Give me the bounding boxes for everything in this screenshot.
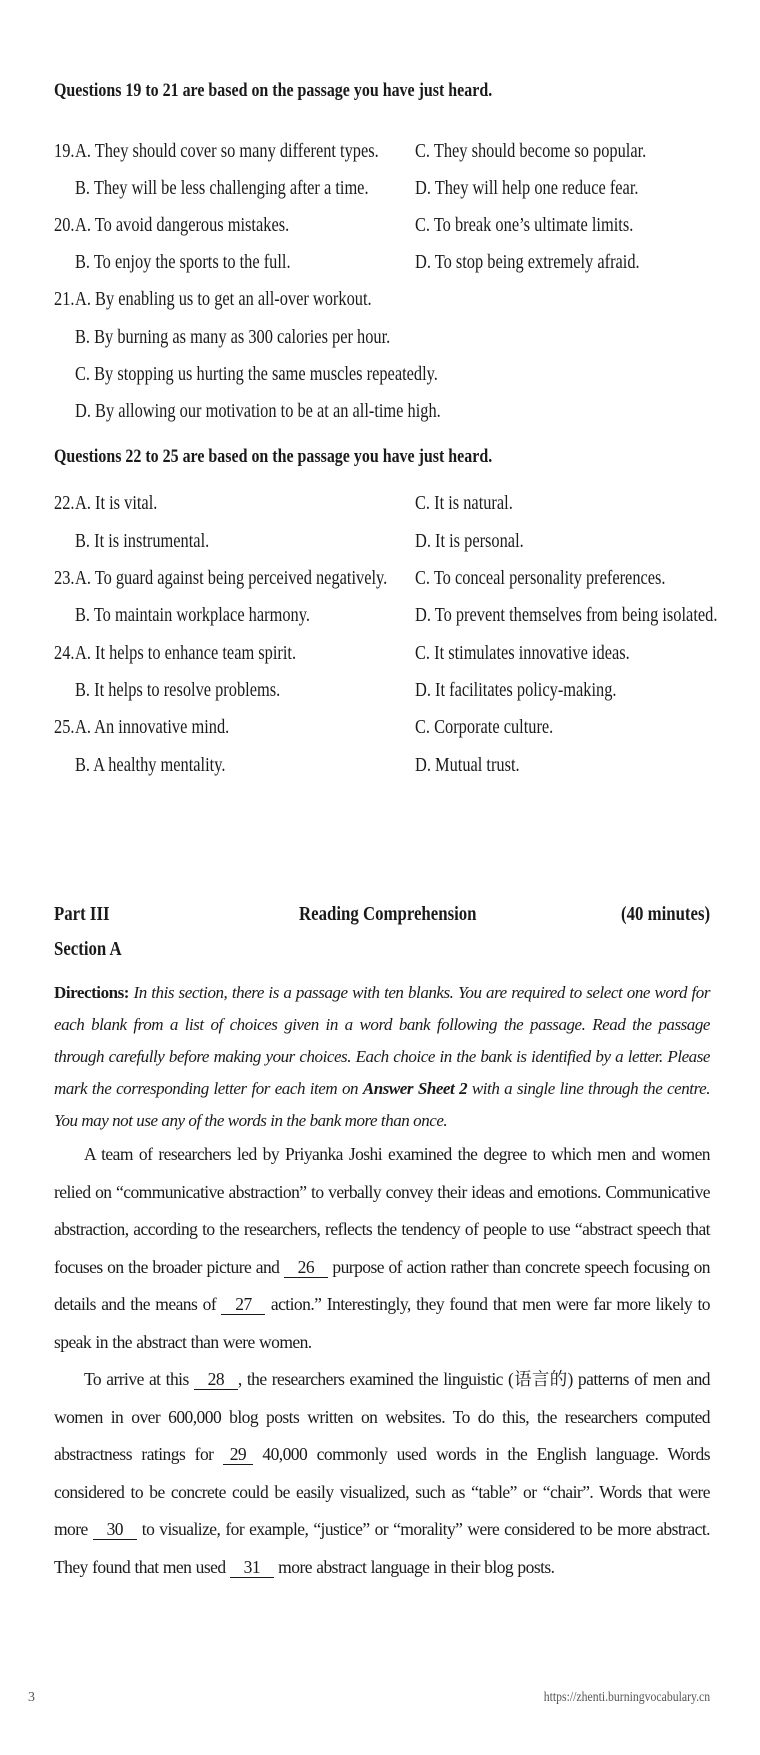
option-c: C. To break one’s ultimate limits. <box>415 215 634 236</box>
footer-url: https://zhenti.burningvocabulary.cn <box>543 1690 710 1705</box>
option-d: D. It is personal. <box>415 531 524 552</box>
passage-paragraph-1: A team of researchers led by Priyanka Joshi examined the degree to which men and women relied on “communicative abstraction” to verbally convey their ideas and emotions. Communicative abstraction, according to the researchers, reflects the tendency of people to use “abstract speech that focuses on the broader picture and 26 purpose of action rather than concrete speech focusing on details and the means of 27 action.” Interestingly, they found that men were far more likely to speak in the abstract than were women. <box>54 1144 710 1352</box>
question-number: 25. <box>54 717 75 738</box>
question-23-row-2 <box>54 602 718 630</box>
option-c: C. It is natural. <box>415 493 513 514</box>
question-23-row-1 <box>54 565 714 593</box>
answer-sheet-ref: Answer Sheet 2 <box>362 1079 468 1098</box>
part-heading <box>54 900 710 928</box>
part-time: (40 minutes) <box>620 903 710 925</box>
questions-22-25-heading: Questions 22 to 25 are based on the passage you have just heard. <box>54 446 493 467</box>
question-20-row-1 <box>54 212 714 240</box>
option-c: C. They should become so popular. <box>415 141 647 162</box>
option-d: D. To stop being extremely afraid. <box>415 252 640 273</box>
blank-29: 29 <box>223 1444 253 1465</box>
option-d: D. They will help one reduce fear. <box>415 178 639 199</box>
part-title: Reading Comprehension <box>299 903 477 925</box>
question-number: 24. <box>54 643 75 664</box>
question-19-row-1 <box>54 138 714 166</box>
question-number: 22. <box>54 493 75 514</box>
question-21-row-2 <box>54 324 714 352</box>
blank-30: 30 <box>93 1519 137 1540</box>
option-a: A. It helps to enhance team spirit. <box>75 643 297 664</box>
question-number: 21. <box>54 289 75 310</box>
option-b: B. It is instrumental. <box>75 531 210 552</box>
option-c: C. Corporate culture. <box>415 717 554 738</box>
option-d: D. Mutual trust. <box>415 755 520 776</box>
passage-paragraph-2: To arrive at this 28 , the researchers examined the linguistic (语言的) patterns of men and women in over 600,000 blog posts written on websites. To do this, the researchers computed abstractness ratings for 29 40,000 commonly used words in the English language. Words considered to be concrete could be easily visualized, such as “table” or “chair”. Words that were more 30 to visualize, for example, “justice” or “morality” were considered to be more abstract. They found that men used 31 more abstract language in their blog posts. <box>54 1369 710 1577</box>
option-b: B. A healthy mentality. <box>75 755 226 776</box>
option-d: D. To prevent themselves from being isolated. <box>415 605 718 626</box>
question-number: 23. <box>54 568 75 589</box>
question-25-row-1 <box>54 714 714 742</box>
question-19-row-2 <box>54 175 714 203</box>
question-21-row-4 <box>54 398 714 426</box>
directions-text: Directions: In this section, there is a passage with ten blanks. You are required to select one word for each blank from a list of choices given in a word bank following the passage. Read the passage through carefully before making your choices. Each choice in the bank is identified by a letter. Please mark the corresponding letter for each item on Answer Sheet 2 with a single line through the centre. You may not use any of the words in the bank more than once. <box>54 983 711 1130</box>
question-22-row-1 <box>54 490 714 518</box>
question-24-row-2 <box>54 677 714 705</box>
option-d: D. By allowing our motivation to be at an all-time high. <box>75 401 441 422</box>
question-24-row-1 <box>54 640 714 668</box>
option-a: A. To guard against being perceived negatively. <box>75 568 388 589</box>
question-21-row-3 <box>54 361 714 389</box>
question-20-row-2 <box>54 249 714 277</box>
option-c: C. To conceal personality preferences. <box>415 568 666 589</box>
question-number: 20. <box>54 215 75 236</box>
blank-28: 28 <box>194 1369 238 1390</box>
option-c: C. By stopping us hurting the same muscles repeatedly. <box>75 364 438 385</box>
option-c: C. It stimulates innovative ideas. <box>415 643 630 664</box>
option-a: A. It is vital. <box>75 493 158 514</box>
question-25-row-2 <box>54 752 714 780</box>
section-heading: Section A <box>54 938 122 960</box>
question-21-row-1 <box>54 286 714 314</box>
option-a: A. They should cover so many different types. <box>75 141 379 162</box>
blank-31: 31 <box>230 1557 274 1578</box>
question-22-row-2 <box>54 528 714 556</box>
option-b: B. By burning as many as 300 calories per hour. <box>75 327 391 348</box>
blank-27: 27 <box>221 1294 265 1315</box>
part-number: Part III <box>54 903 110 925</box>
option-a: A. An innovative mind. <box>75 717 230 738</box>
page-number: 3 <box>28 1690 35 1705</box>
option-a: A. By enabling us to get an all-over workout. <box>75 289 372 310</box>
option-d: D. It facilitates policy-making. <box>415 680 617 701</box>
blank-26: 26 <box>284 1257 328 1278</box>
option-a: A. To avoid dangerous mistakes. <box>75 215 290 236</box>
question-number: 19. <box>54 141 75 162</box>
questions-19-21-heading: Questions 19 to 21 are based on the passage you have just heard. <box>54 80 493 101</box>
option-b: B. It helps to resolve problems. <box>75 680 281 701</box>
option-b: B. To enjoy the sports to the full. <box>75 252 291 273</box>
option-b: B. They will be less challenging after a time. <box>75 178 369 199</box>
directions-label: Directions: <box>54 983 129 1002</box>
option-b: B. To maintain workplace harmony. <box>75 605 310 626</box>
